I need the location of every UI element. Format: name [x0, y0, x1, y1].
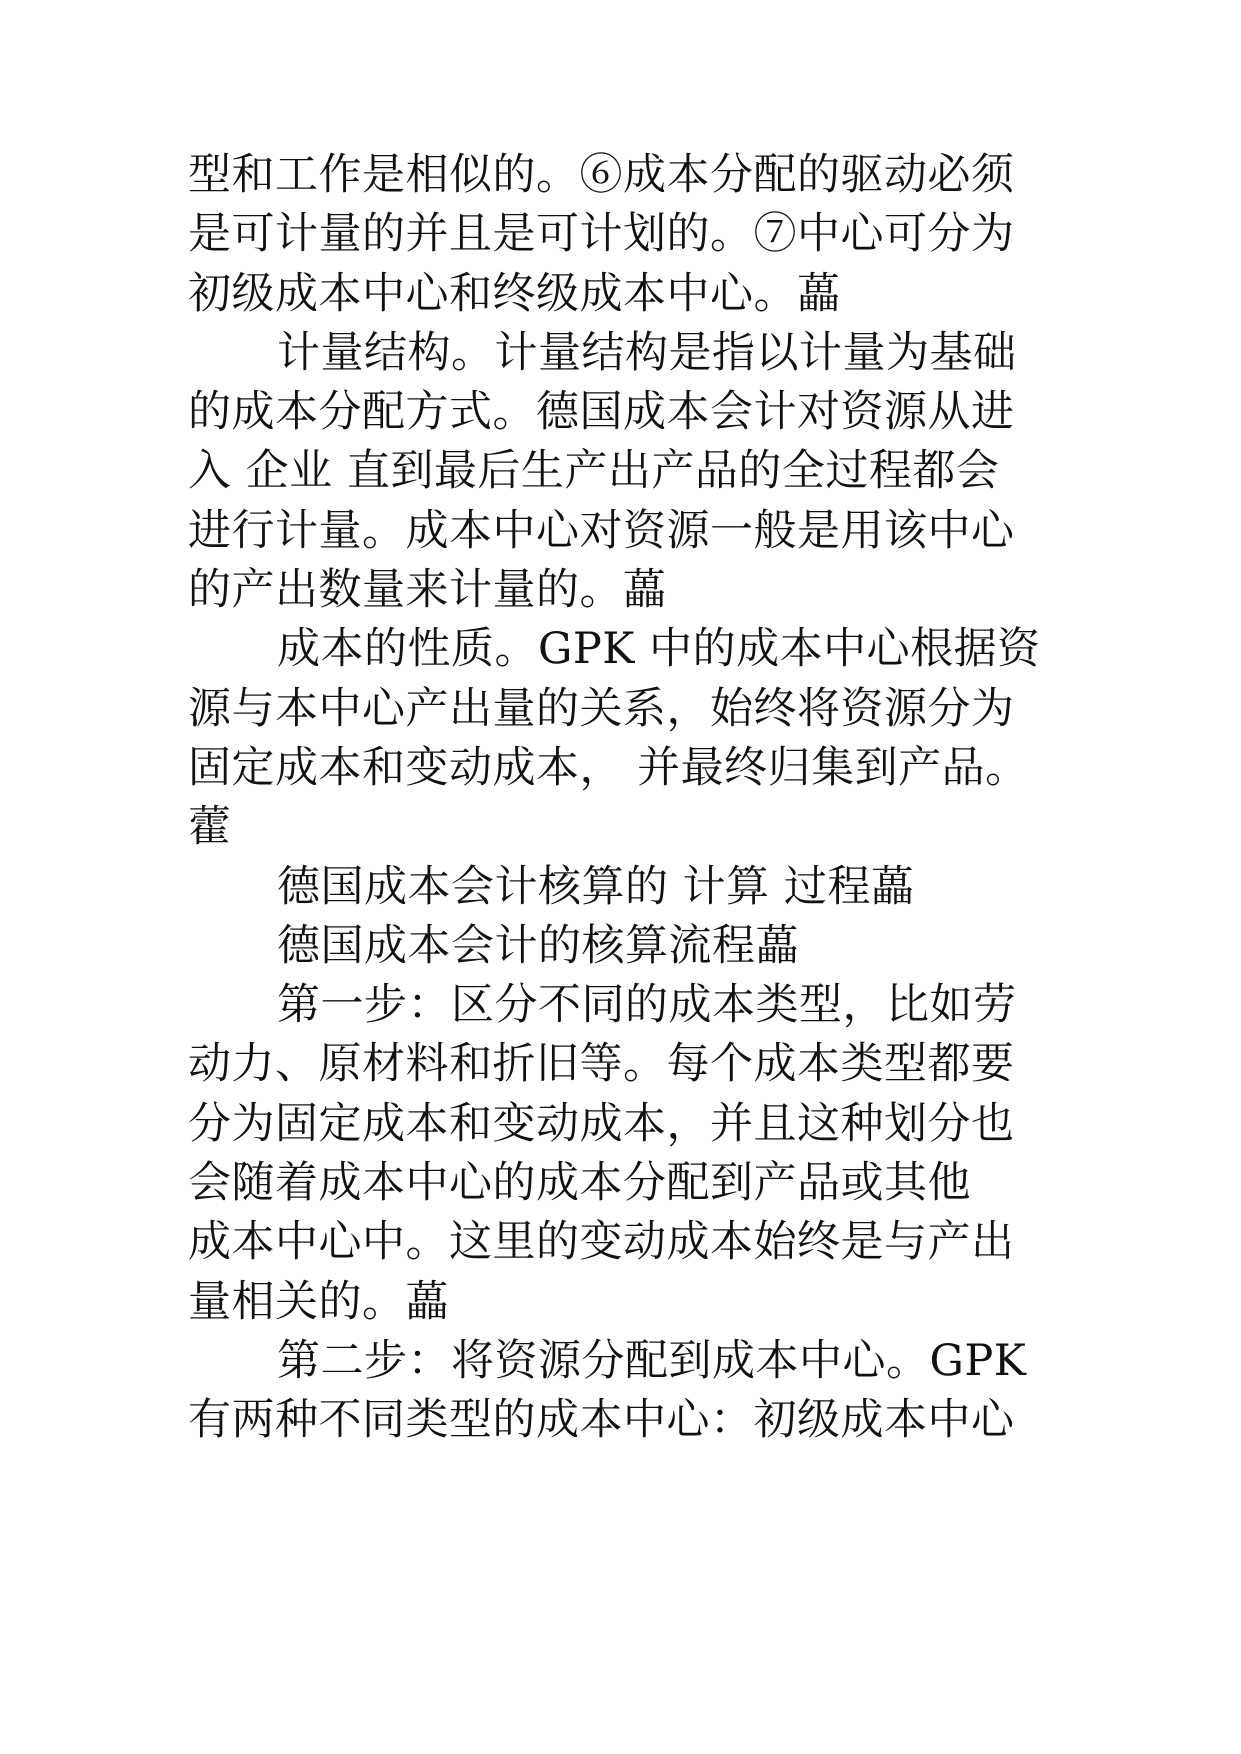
text-line: 入 企业 直到最后生产出产品的全过程都会 — [188, 446, 1000, 497]
text-line: 分为固定成本和变动成本，并且这种划分也 — [188, 1098, 1015, 1149]
document-page — [188, 146, 1058, 1451]
text-line: 有两种不同类型的成本中心：初级成本中心 — [188, 1395, 1015, 1446]
text-line: 的产出数量来计量的。藟 — [188, 565, 667, 616]
section-heading: 德国成本会计核算的 计算 过程藟 — [277, 861, 915, 912]
text-line: 成本中心中。这里的变动成本始终是与产出 — [188, 1217, 1015, 1268]
text-line: 量相关的。藟 — [188, 1276, 449, 1327]
subsection-heading: 德国成本会计的核算流程藟 — [277, 920, 799, 971]
text-line: 是可计量的并且是可计划的。⑦中心可分为 — [188, 209, 1015, 260]
paragraph-start-line: 第二步：将资源分配到成本中心。GPK — [277, 1335, 1027, 1386]
text-line: 的成本分配方式。德国成本会计对资源从进 — [188, 387, 1015, 438]
text-line: 藿 — [188, 802, 232, 853]
paragraph-start-line: 第一步：区分不同的成本类型，比如劳 — [277, 980, 1017, 1031]
text-line: 固定成本和变动成本， 并最终归集到产品。 — [188, 742, 1029, 793]
paragraph-start-line: 成本的性质。GPK 中的成本中心根据资 — [277, 624, 1041, 675]
text-line: 初级成本中心和终级成本中心。藟 — [188, 268, 841, 319]
text-line: 会随着成本中心的成本分配到产品或其他 — [188, 1158, 971, 1209]
text-line: 型和工作是相似的。⑥成本分配的驱动必须 — [188, 150, 1015, 200]
text-line: 进行计量。成本中心对资源一般是用该中心 — [188, 505, 1015, 556]
text-line: 动力、原材料和折旧等。每个成本类型都要 — [188, 1039, 1015, 1090]
text-line: 源与本中心产出量的关系，始终将资源分为 — [188, 683, 1015, 734]
paragraph-start-line: 计量结构。计量结构是指以计量为基础 — [277, 327, 1017, 378]
